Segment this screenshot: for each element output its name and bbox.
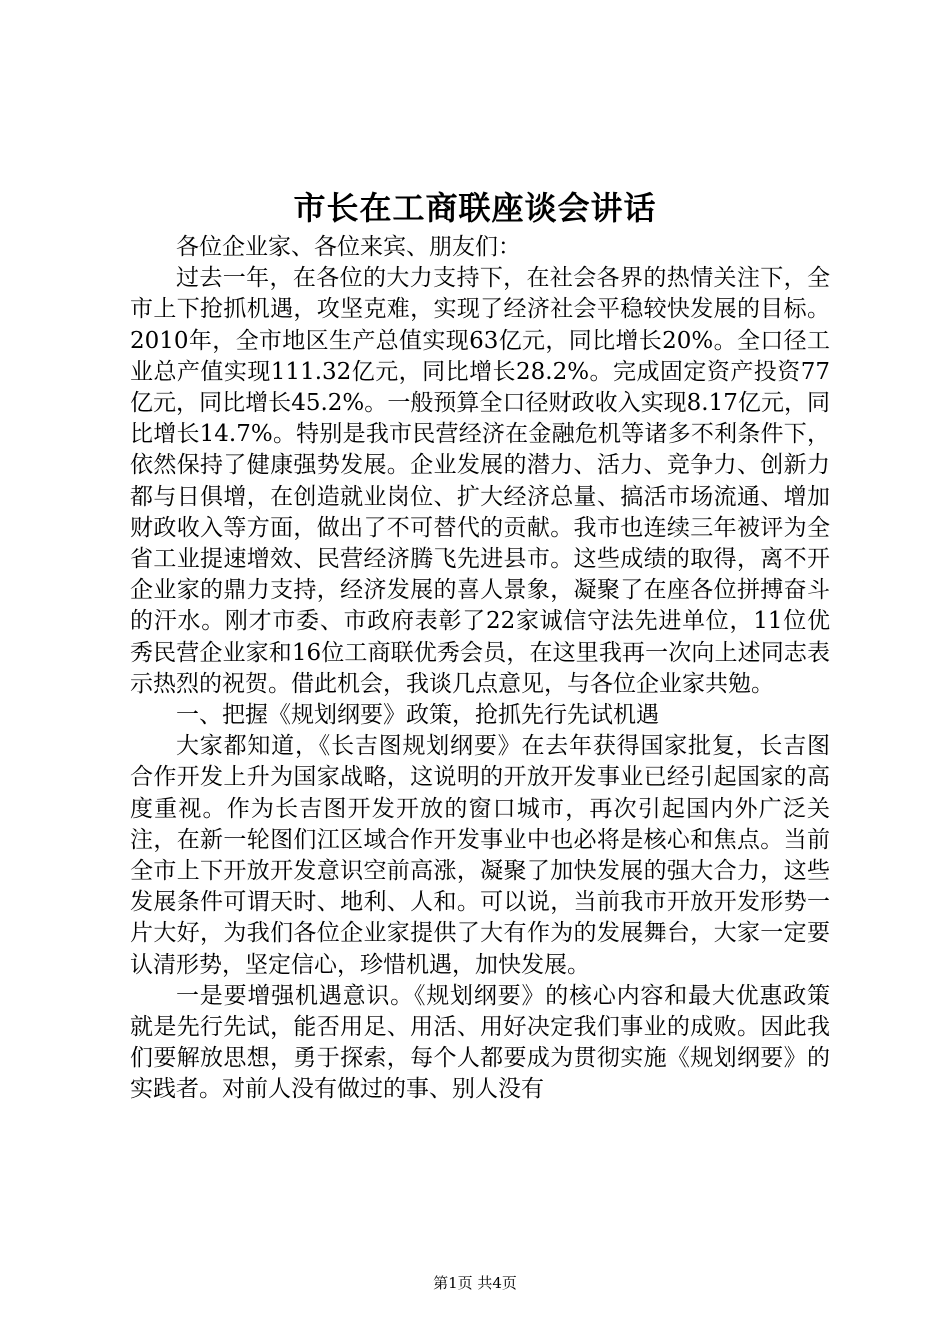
salutation-paragraph: 各位企业家、各位来宾、朋友们： — [176, 234, 521, 260]
document-title: 市长在工商联座谈会讲话 — [293, 189, 657, 227]
document-body — [130, 232, 830, 1106]
body-paragraph: 过去一年，在各位的大力支持下，在社会各界的热情关注下，全市上下抢抓机遇，攻坚克难，实现了经济社会平稳较快发展的目标。2010年，全市地区生产总值实现63亿元，同比增长20%。全口径工业总产值实现111.32亿元，同比增长28.2%。完成固定资产投资77亿元，同比增长45.2%。一般预算全口径财政收入实现8.17亿元，同比增长14.7%。特别是我市民营经济在金融危机等诸多不利条件下，依然保持了健康强势发展。企业发展的潜力、活力、竞争力、创新力都与日俱增，在创造就业岗位、扩大经济总量、搞活市场流通、增加财政收入等方面，做出了不可替代的贡献。我市也连续三年被评为全省工业提速增效、民营经济腾飞先进县市。这些成绩的取得，离不开企业家的鼎力支持，经济发展的喜人景象，凝聚了在座各位拼搏奋斗的汗水。刚才市委、市政府表彰了22家诚信守法先进单位，11位优秀民营企业家和16位工商联优秀会员，在这里我再一次向上述同志表示热烈的祝贺。借此机会，我谈几点意见，与各位企业家共勉。 — [130, 265, 830, 697]
section-heading: 一、把握《规划纲要》政策，抢抓先行先试机遇 — [176, 702, 659, 729]
body-paragraph: 一是要增强机遇意识。《规划纲要》的核心内容和最大优惠政策就是先行先试，能否用足、用活、用好决定我们事业的成败。因此我们要解放思想，勇于探索，每个人都要成为贯彻实施《规划纲要》的实践者。对前人没有做过的事、别人没有 — [130, 982, 830, 1103]
page-footer: 第1页 共4页 — [433, 1274, 517, 1292]
body-paragraph: 大家都知道，《长吉图规划纲要》在去年获得国家批复，长吉图合作开发上升为国家战略，这说明的开放开发事业已经引起国家的高度重视。作为长吉图开发开放的窗口城市，再次引起国内外广泛关注，在新一轮图们江区域合作开发事业中也必将是核心和焦点。当前全市上下开放开发意识空前高涨，凝聚了加快发展的强大合力，这些发展条件可谓天时、地利、人和。可以说，当前我市开放开发形势一片大好，为我们各位企业家提供了大有作为的发展舞台，大家一定要认清形势，坚定信心，珍惜机遇，加快发展。 — [130, 733, 830, 978]
